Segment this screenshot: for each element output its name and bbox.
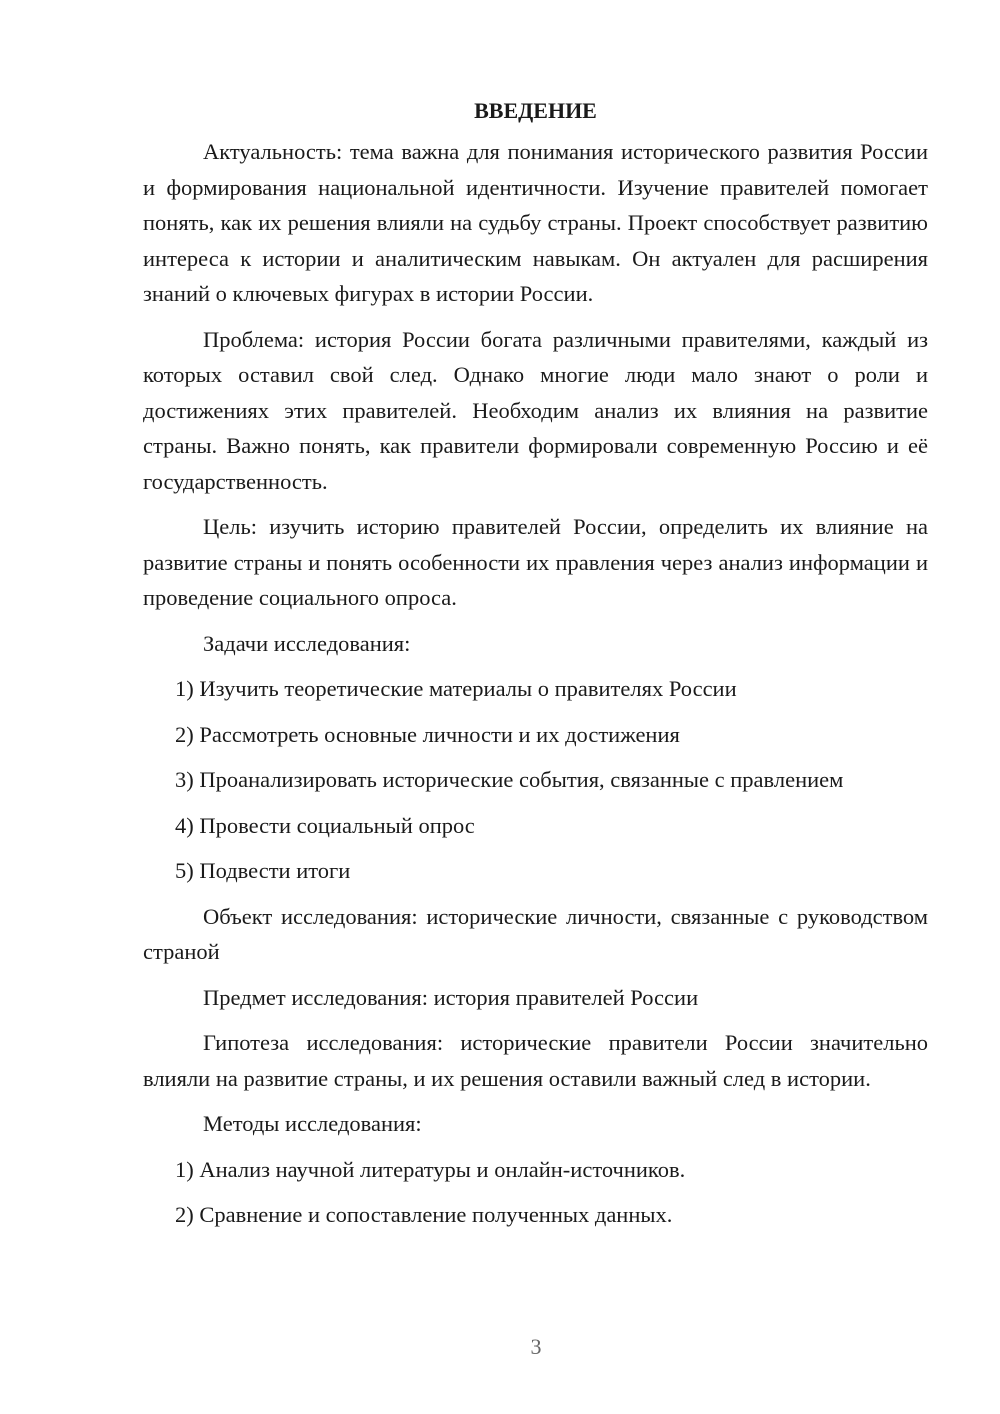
problem-paragraph: Проблема: история России богата различными правителями, каждый из которых оставил свой след. Однако многие люди мало знают о роли и достижениях этих правителей. Необходим анализ их влияния на развитие страны. Важно понять, как правители формировали современную Россию и её государственность.: [143, 326, 928, 494]
task-item: 1) Изучить теоретические материалы о правителях России: [175, 676, 737, 701]
method-item: 2) Сравнение и сопоставление полученных данных.: [175, 1202, 673, 1227]
relevance-paragraph: Актуальность: тема важна для понимания исторического развития России и формирования национальной идентичности. Изучение правителей помогает понять, как их решения влияли на судьбу страны. Проект способствует развитию интереса к истории и аналитическим навыкам. Он актуален для расширения знаний о ключевых фигурах в истории России.: [143, 139, 928, 306]
task-item: 2) Рассмотреть основные личности и их достижения: [175, 721, 680, 747]
task-item: 4) Провести социальный опрос: [175, 812, 475, 838]
tasks-heading: Задачи исследования:: [203, 630, 411, 656]
task-item: 3) Проанализировать исторические события, связанные с правлением: [175, 767, 844, 792]
page-content: [143, 96, 928, 1243]
hypothesis-paragraph: Гипотеза исследования: исторические правители России значительно влияли на развитие страны, и их решения оставили важный след в истории.: [143, 1030, 928, 1091]
object-paragraph: Объект исследования: исторические личности, связанные с руководством страной: [143, 903, 928, 964]
method-item: 1) Анализ научной литературы и онлайн-источников.: [175, 1156, 686, 1182]
task-item: 5) Подвести итоги: [175, 858, 351, 883]
page-number: 3: [530, 1334, 542, 1359]
subject-paragraph: Предмет исследования: история правителей России: [203, 984, 699, 1010]
methods-heading: Методы исследования:: [203, 1111, 422, 1136]
goal-paragraph: Цель: изучить историю правителей России, определить их влияние на развитие страны и понять особенности их правления через анализ информации и проведение социального опроса.: [143, 514, 928, 610]
section-heading: ВВЕДЕНИЕ: [474, 98, 597, 123]
